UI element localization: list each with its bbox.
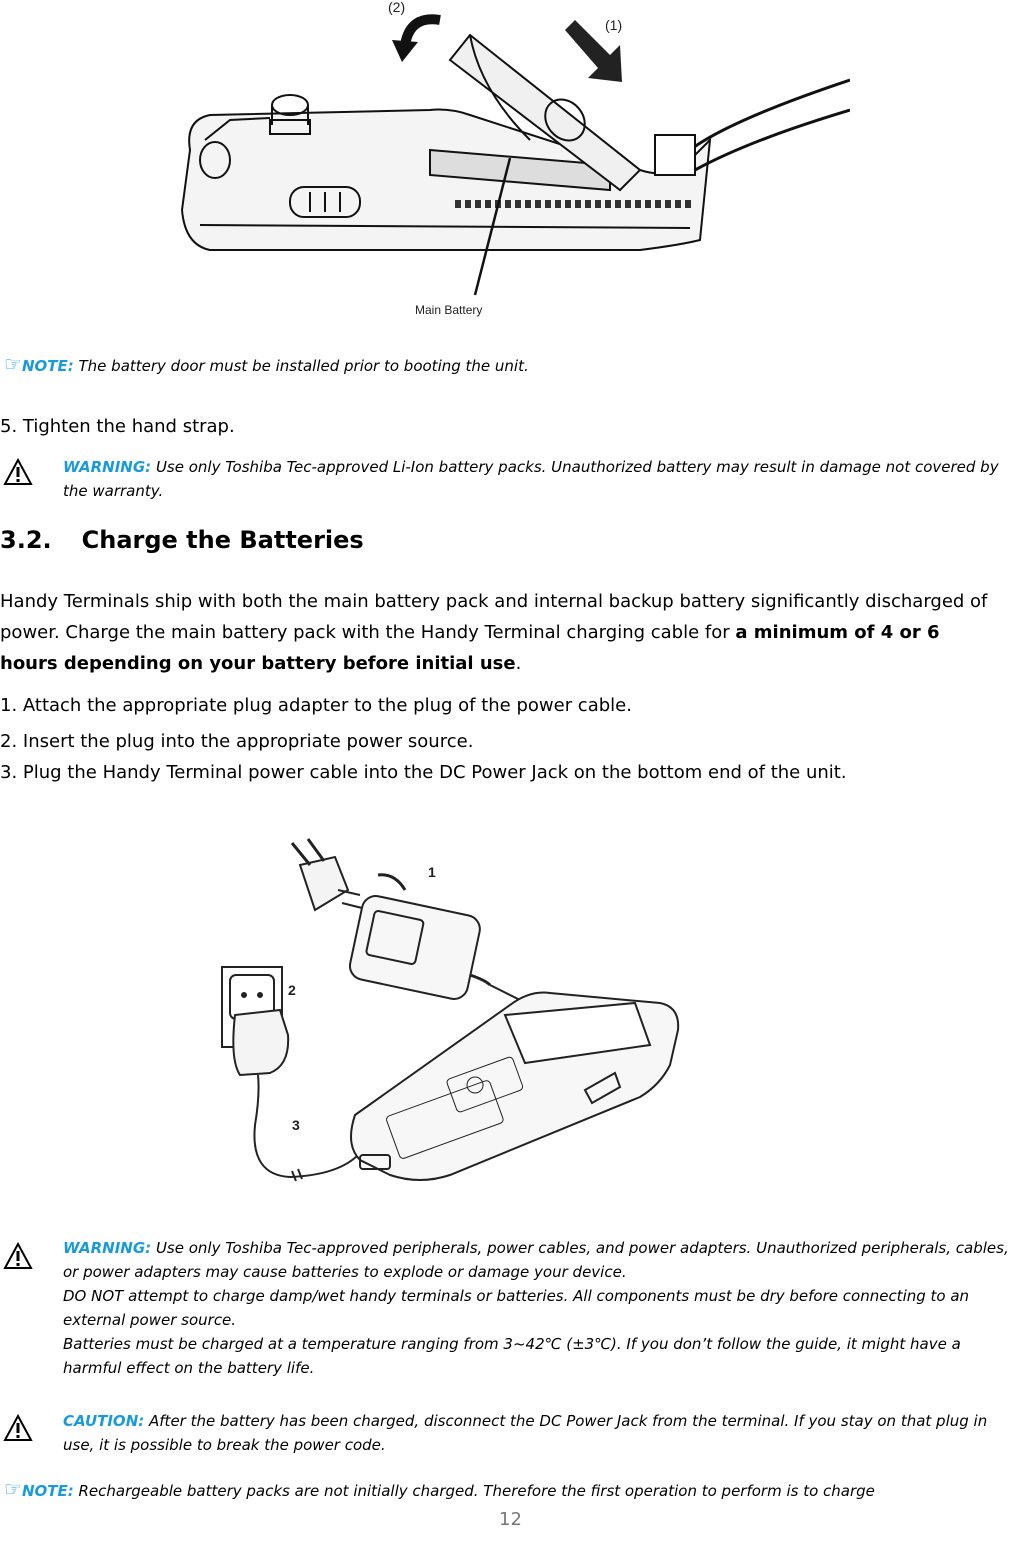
pointing-hand-icon: ☞ <box>4 352 22 376</box>
warning-triangle-icon <box>3 458 33 486</box>
warning-text: Use only Toshiba Tec-approved Li-Ion battery packs. Unauthorized battery may result in damage not covered by the warranty. <box>63 458 999 500</box>
intro-text: Handy Terminals ship with both the main battery pack and internal backup battery significantly discharged of power. Charge the main battery pack with the Handy Terminal charging cable for <box>0 591 988 643</box>
section-number: 3.2. <box>0 526 52 554</box>
caution-triangle-icon <box>3 1414 33 1442</box>
note-label: NOTE: <box>21 1482 74 1500</box>
figure2-callout-2: 2 <box>288 982 296 998</box>
caution-label: CAUTION: <box>63 1412 145 1430</box>
intro-bold: a minimum of 4 or 6 hours depending on your battery before initial use <box>0 622 940 674</box>
warning-label: WARNING: <box>63 458 152 476</box>
intro-end: . <box>515 653 522 674</box>
note-text: The battery door must be installed prior to booting the unit. <box>73 357 529 375</box>
pointing-hand-icon: ☞ <box>4 1477 22 1501</box>
caution-dc-jack <box>63 1409 1018 1457</box>
step-2: 2. Insert the plug into the appropriate power source. <box>0 731 474 752</box>
figure2-callout-3: 3 <box>292 1117 300 1133</box>
note-battery-door <box>4 352 529 376</box>
intro-paragraph <box>0 586 1000 679</box>
step-1: 1. Attach the appropriate plug adapter to the plug of the power cable. <box>0 695 632 716</box>
section-title: Charge the Batteries <box>81 526 364 554</box>
step-3: 3. Plug the Handy Terminal power cable into the DC Power Jack on the bottom end of the unit. <box>0 762 847 783</box>
warning-damp: DO NOT attempt to charge damp/wet handy terminals or batteries. All components must be dry before connecting to an external power source. <box>63 1287 970 1329</box>
warning-triangle-icon <box>3 1242 33 1270</box>
figure2-callout-1: 1 <box>428 864 436 880</box>
main-battery-label: Main Battery <box>415 303 483 317</box>
battery-installation-figure <box>170 0 850 325</box>
note-text: Rechargeable battery packs are not initially charged. Therefore the first operation to perform is to charge <box>73 1482 875 1500</box>
warning-battery-packs <box>63 455 1018 503</box>
callout-1: (1) <box>605 17 623 33</box>
charging-setup-figure <box>200 835 700 1200</box>
warning-peripherals <box>63 1236 1018 1380</box>
warning-temperature: Batteries must be charged at a temperature ranging from 3~42℃ (±3℃). If you don’t follow the guide, it might have a harmful effect on the battery life. <box>63 1335 961 1377</box>
note-label: NOTE: <box>21 357 74 375</box>
step-5: 5. Tighten the hand strap. <box>0 416 235 437</box>
callout-2: (2) <box>388 0 406 15</box>
section-heading <box>0 526 364 554</box>
warning-label: WARNING: <box>63 1239 152 1257</box>
warning-text: Use only Toshiba Tec-approved peripherals, power cables, and power adapters. Unauthorized peripherals, cables, or power adapters may cause batteries to explode or damage your device. <box>63 1239 1009 1281</box>
caution-text: After the battery has been charged, disconnect the DC Power Jack from the terminal. If you stay on that plug in use, it is possible to break the power code. <box>63 1412 988 1454</box>
page-number: 12 <box>499 1509 522 1530</box>
note-rechargeable <box>4 1477 875 1501</box>
